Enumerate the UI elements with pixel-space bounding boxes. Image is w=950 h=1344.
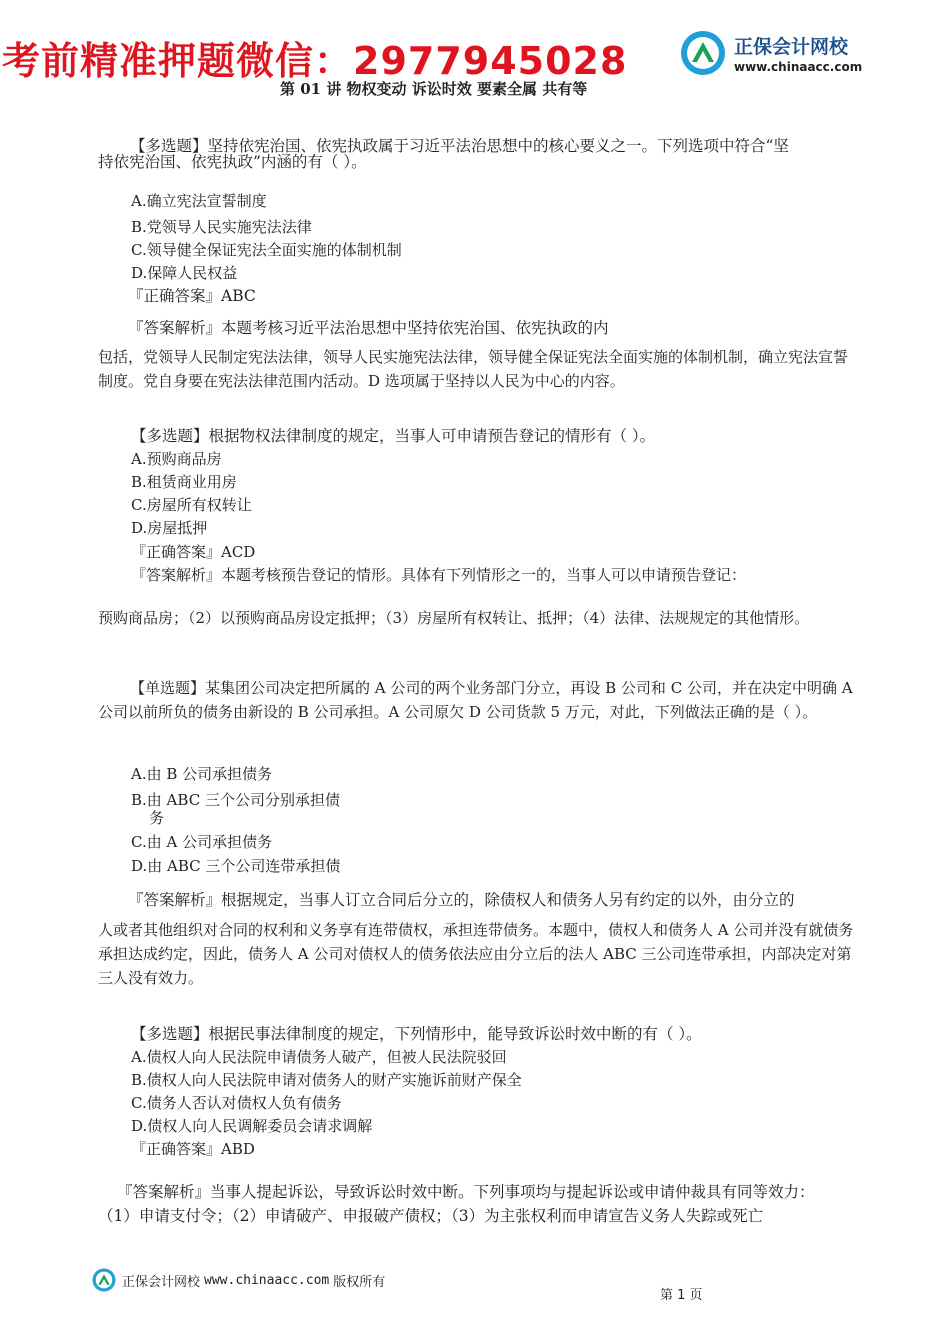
q3-stem-clip: [98, 676, 858, 743]
q2-answer: 『正确答案』ACD: [131, 543, 256, 561]
q2-option-a: A.预购商品房: [131, 450, 222, 468]
q3-analysis-rest: 人或者其他组织对合同的权利和义务享有连带债权，承担连带债务。本题中，债权人和债务人 A 公司并没有就债务承担达成约定，因此，债务人 A 公司对债权人的债务依法应由分立后的法人 ABC 三公司连带承担，内部决定对第三人没有效力。: [98, 921, 854, 987]
q3-analysis-clip: [128, 891, 868, 909]
footer-page-clip: [660, 1287, 703, 1303]
q4-option-a: A.债权人向人民法院申请债务人破产，但被人民法院驳回: [131, 1048, 507, 1066]
q3-option-b-wrap: 务: [149, 809, 165, 827]
q4-option-d: D.债权人向人民调解委员会请求调解: [131, 1117, 373, 1135]
page-number: 第 1 页: [660, 1288, 703, 1303]
q4-analysis-line1: 『答案解析』当事人提起诉讼，导致诉讼时效中断。下列事项均与提起诉讼或申请仲裁具有同等效力：: [117, 1183, 815, 1201]
logo-icon: [680, 30, 726, 76]
q2-option-d: D.房屋抵押: [131, 519, 208, 537]
q3-option-a: A.由 B 公司承担债务: [131, 765, 273, 783]
q3-option-b: B.由 ABC 三个公司分别承担债: [131, 791, 340, 809]
q1-analysis-rest: 包括，党领导人民制定宪法法律，领导人民实施宪法法律，领导健全保证宪法全面实施的体制机制，确立宪法宣誓制度。党自身要在宪法法律范围内活动。D 选项属于坚持以人民为中心的内容。: [98, 348, 849, 390]
q3-stem: 【单选题】某集团公司决定把所属的 A 公司的两个业务部门分立，再设 B 公司和 C 公司，并在决定中明确 A 公司以前所负的债务由新设的 B 公司承担。A 公司原欠 D 公司货款 5 万元，对此，下列做法正确的是（ ）。: [98, 679, 853, 721]
promo-banner: 考前精准押题微信：2977945028: [2, 39, 628, 83]
q4-option-c: C.债务人否认对债权人负有债务: [131, 1094, 342, 1112]
q4-stem: 【多选题】根据民事法律制度的规定，下列情形中，能导致诉讼时效中断的有（ ）。: [131, 1025, 702, 1043]
logo-brand: 正保会计网校: [734, 36, 849, 58]
q2-option-b: B.租赁商业用房: [131, 473, 237, 491]
q1-analysis-line1: 『答案解析』本题考核习近平法治思想中坚持依宪治国、依宪执政的内: [128, 319, 609, 337]
footer-rights: 版权所有: [333, 1274, 386, 1290]
q1-stem-clip-1: [98, 137, 868, 155]
q2-analysis-line1: 『答案解析』本题考核预告登记的情形。具体有下列情形之一的，当事人可以申请预告登记：: [131, 566, 747, 584]
q3-option-d: D.由 ABC 三个公司连带承担债: [131, 857, 341, 875]
header-clip: [280, 80, 700, 98]
q1-option-d: D.保障人民权益: [131, 264, 238, 282]
q3-analysis-line1: 『答案解析』根据规定，当事人订立合同后分立的，除债权人和债务人另有约定的以外，由分立的: [128, 891, 795, 909]
q2-option-c: C.房屋所有权转让: [131, 496, 252, 514]
footer: [92, 1268, 385, 1292]
q2-analysis-rest: 预购商品房；（2）以预购商品房设定抵押；（3）房屋所有权转让、抵押；（4）法律、法规规定的其他情形。: [98, 609, 810, 627]
q3-option-c: C.由 A 公司承担债务: [131, 833, 273, 851]
q1-stem-line2: 持依宪治国、依宪执政”内涵的有（ ）。: [98, 153, 367, 171]
footer-url[interactable]: www.chinaacc.com: [204, 1272, 330, 1288]
footer-logo-icon: [92, 1268, 116, 1292]
q1-stem-line1: 【多选题】坚持依宪治国、依宪执政属于习近平法治思想中的核心要义之一。下列选项中符合“坚: [130, 137, 789, 155]
q1-answer-clip: [128, 287, 428, 305]
q4-analysis-clip: [98, 1206, 858, 1225]
q1-option-b: B.党领导人民实施宪法法律: [131, 218, 312, 236]
logo-site: www.chinaacc.com: [734, 60, 863, 74]
q4-analysis-line2: （1）申请支付令；（2）申请破产、申报破产债权；（3）为主张权利而申请宣告义务人失踪或死亡: [98, 1207, 764, 1225]
q4-answer: 『正确答案』ABD: [131, 1140, 255, 1158]
q1-stem-clip-2: [98, 153, 868, 169]
q1-answer: 『正确答案』ABC: [128, 287, 256, 305]
q2-stem: 【多选题】根据物权法律制度的规定，当事人可申请预告登记的情形有（ ）。: [131, 427, 656, 445]
q1-analysis-clip: [128, 319, 868, 337]
logo: [680, 30, 862, 76]
q1-option-c: C.领导健全保证宪法全面实施的体制机制: [131, 241, 402, 259]
q1-option-a: A.确立宪法宣誓制度: [131, 192, 267, 210]
section-header: 第 01 讲 物权变动 诉讼时效 要素全属 共有等: [280, 80, 588, 98]
footer-brand: 正保会计网校: [122, 1274, 201, 1290]
q4-option-b: B.债权人向人民法院申请对债务人的财产实施诉前财产保全: [131, 1071, 522, 1089]
